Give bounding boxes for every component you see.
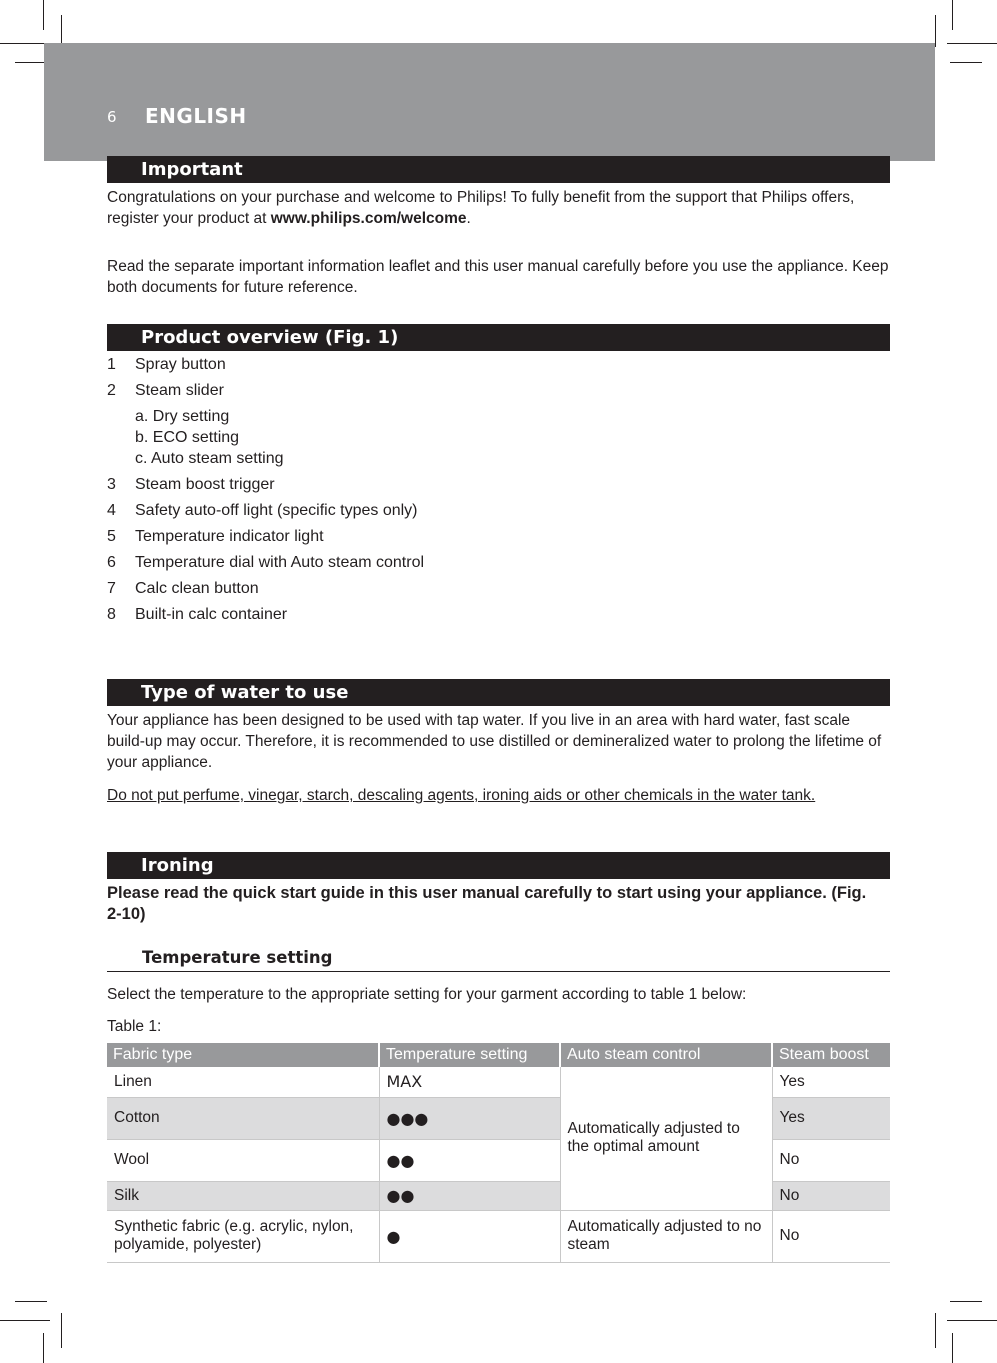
water-paragraph: Your appliance has been designed to be used with tap water. If you live in an area with hard water, fast scale build-up may occur. Therefore, it is recommended to use distilled or demineralized water to prolong the lifetime of your appliance. — [107, 712, 882, 771]
crop-mark — [947, 1320, 997, 1321]
crop-mark — [43, 0, 44, 30]
temperature-table — [107, 1043, 890, 1263]
temperature-cell: ●●● — [379, 1097, 560, 1139]
welcome-link[interactable]: www.philips.com/welcome — [270, 210, 467, 227]
crop-mark — [952, 0, 953, 30]
crop-mark — [15, 1301, 47, 1302]
page-number: 6 — [107, 108, 117, 126]
table-header-row — [107, 1043, 890, 1067]
fabric-cell: Linen — [107, 1067, 379, 1097]
section-bar-water: Type of water to use — [107, 679, 890, 706]
sub-list-item: c. Auto steam setting — [135, 450, 284, 467]
language-title: ENGLISH — [145, 104, 247, 128]
header-auto-steam-control: Auto steam control — [560, 1043, 772, 1067]
ironing-intro: Please read the quick start guide in this user manual carefully to start using your appliance. (Fig. 2-10) — [107, 884, 867, 923]
temperature-setting-heading: Temperature setting — [107, 948, 890, 972]
steam-boost-cell: No — [772, 1181, 890, 1210]
page-header-band — [44, 43, 935, 161]
temperature-cell: ●● — [379, 1139, 560, 1181]
auto-steam-cell-none: Automatically adjusted to no steam — [560, 1210, 772, 1262]
table-row — [107, 1067, 890, 1097]
table-caption: Table 1: — [107, 1018, 162, 1035]
section-bar-important: Important — [107, 156, 890, 183]
crop-mark — [952, 1333, 953, 1363]
select-temperature-text: Select the temperature to the appropriate setting for your garment according to table 1 below: — [107, 986, 747, 1003]
steam-boost-cell: No — [772, 1139, 890, 1181]
sub-list-item: a. Dry setting — [135, 408, 230, 425]
crop-mark — [935, 15, 936, 47]
crop-mark — [61, 1313, 62, 1348]
table-row — [107, 1139, 890, 1181]
crop-mark — [950, 1301, 982, 1302]
crop-mark — [935, 1313, 936, 1348]
header-steam-boost: Steam boost — [772, 1043, 890, 1067]
fabric-cell: Silk — [107, 1181, 379, 1210]
crop-mark — [0, 1320, 50, 1321]
steam-boost-cell: Yes — [772, 1097, 890, 1139]
section-bar-ironing: Ironing — [107, 852, 890, 879]
table-row — [107, 1210, 890, 1262]
crop-mark — [947, 43, 997, 44]
temperature-cell: ●● — [379, 1181, 560, 1210]
crop-mark — [950, 62, 982, 63]
steam-boost-cell: No — [772, 1210, 890, 1262]
fabric-cell: Cotton — [107, 1097, 379, 1139]
fabric-cell: Synthetic fabric (e.g. acrylic, nylon, polyamide, polyester) — [107, 1210, 379, 1262]
sub-list-item: b. ECO setting — [135, 429, 240, 446]
steam-boost-cell: Yes — [772, 1067, 890, 1097]
temperature-cell: MAX — [379, 1067, 560, 1097]
important-paragraph-2: Read the separate important information leaflet and this user manual carefully before you use the appliance. Keep both documents for future reference. — [107, 258, 889, 296]
header-temperature-setting: Temperature setting — [379, 1043, 560, 1067]
header-fabric-type: Fabric type — [107, 1043, 379, 1067]
water-warning: Do not put perfume, vinegar, starch, descaling agents, ironing aids or other chemicals in the water tank. — [107, 787, 816, 804]
crop-mark — [15, 62, 47, 63]
auto-steam-cell-optimal: Automatically adjusted to the optimal amount — [560, 1067, 772, 1210]
fabric-cell: Wool — [107, 1139, 379, 1181]
table-row — [107, 1181, 890, 1210]
crop-mark — [43, 1333, 44, 1363]
important-paragraph-1: Congratulations on your purchase and welcome to Philips! To fully benefit from the support that Philips offers, register your product at www.philips.com/welcome. — [107, 189, 855, 227]
crop-mark — [0, 43, 50, 44]
temperature-cell: ● — [379, 1210, 560, 1262]
table-row — [107, 1097, 890, 1139]
section-bar-overview: Product overview (Fig. 1) — [107, 324, 890, 351]
